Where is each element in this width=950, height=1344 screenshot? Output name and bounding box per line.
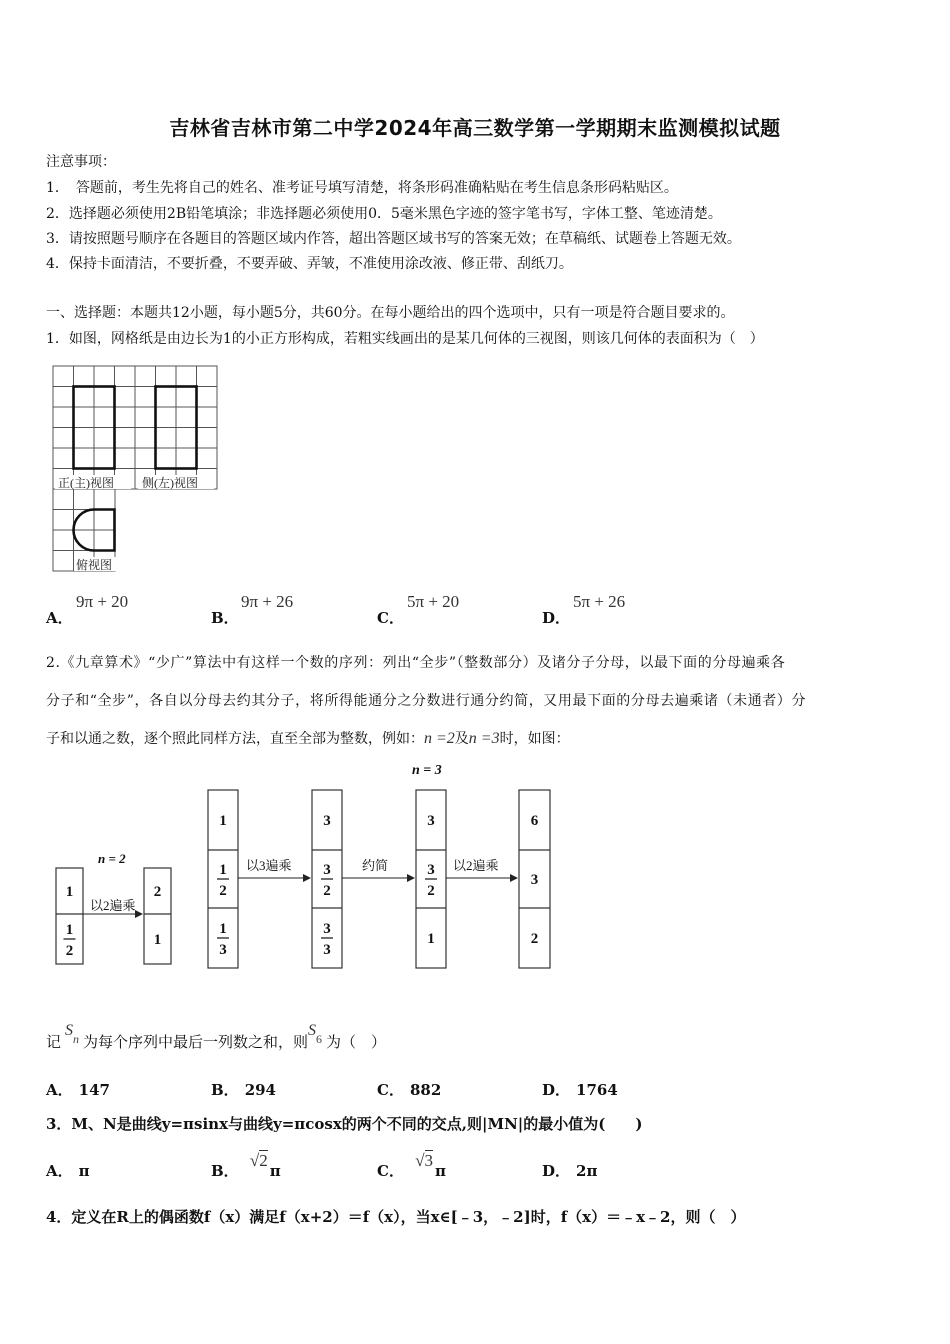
sequence-diagram — [50, 756, 560, 976]
question-4-stem: 4．定义在R上的偶函数f（x）满足f（x+2）＝f（x），当x∈[﹣3，﹣2]时，f（x）＝﹣x﹣2，则（ ） — [46, 1208, 746, 1226]
cell-value: 3 — [530, 872, 539, 888]
q2-option-c: C． 882 — [377, 1081, 442, 1099]
cell-value: 1 — [153, 932, 162, 948]
option-c-value: 5π + 20 — [407, 592, 460, 611]
q2-option-b: B． 294 — [211, 1081, 276, 1099]
notice-heading: 注意事项： — [46, 154, 116, 170]
q2-option-a: A． 147 — [46, 1081, 110, 1099]
q2-option-d: D． 1764 — [542, 1081, 618, 1099]
cell-denominator: 2 — [323, 883, 331, 899]
notice-item: 4．保持卡面清洁，不要折叠，不要弄破、弄皱，不准使用涂改液、修正带、刮纸刀。 — [46, 256, 573, 272]
option-d-value: 5π + 26 — [573, 592, 626, 611]
cell-denominator: 3 — [323, 942, 331, 958]
section-heading: 一、选择题：本题共12小题，每小题5分，共60分。在每小题给出的四个选项中，只有一项是符合题目要求的。 — [46, 305, 735, 321]
cell-numerator: 1 — [219, 921, 227, 937]
cell-numerator: 3 — [427, 862, 435, 878]
question-2-ask: 记$S^n$ 为每个序列中最后一列数之和，则$S^6$ 为（ ） — [46, 1022, 387, 1051]
cell-denominator: 3 — [219, 942, 227, 958]
notice-item: 3．请按照题号顺序在各题目的答题区域内作答，超出答题区域书写的答案无效；在草稿纸、试题卷上答题无效。 — [46, 231, 741, 247]
cell-value: 1 — [65, 884, 74, 900]
arrow-label-n2: 以2遍乘 — [90, 898, 136, 913]
cell-value: 6 — [530, 813, 539, 829]
page-title: 吉林省吉林市第二中学2024年高三数学第一学期期末监测模拟试题 — [169, 116, 781, 140]
cell-numerator: 3 — [323, 862, 331, 878]
option-d-label: D． — [542, 609, 571, 627]
cell-numerator: 1 — [65, 922, 74, 938]
cell-denominator: 2 — [427, 883, 435, 899]
cell-value: 2 — [530, 931, 539, 947]
q3-option-b: B． √2π — [211, 1151, 281, 1180]
sqrt-icon: √ — [415, 1151, 425, 1170]
cell-numerator: 1 — [219, 862, 227, 878]
question-1-stem: 1．如图，网格纸是由边长为1的小正方形构成，若粗实线画出的是某几何体的三视图，则该几何体的表面积为（ ） — [46, 331, 764, 347]
question-3-stem: 3．M、N是曲线y=πsinx与曲线y=πcosx的两个不同的交点,则|MN|的最小值为( ) — [46, 1115, 643, 1133]
option-c-label: C． — [377, 609, 404, 627]
cell-numerator: 3 — [323, 921, 331, 937]
n2-title: n = 2 — [98, 851, 126, 866]
three-view-figure — [52, 365, 222, 575]
arrow-label-b: 约简 — [362, 858, 389, 873]
question-2-line3: 子和以通之数，逐个照此同样方法，直至全部为整数，例如：n =2及n =3时，如图： — [46, 730, 570, 747]
arrow-label-a: 以3遍乘 — [246, 858, 292, 873]
sqrt-icon: √ — [249, 1151, 260, 1170]
q3-option-c: C． √3π — [377, 1151, 447, 1180]
cell-value: 3 — [427, 813, 435, 829]
top-view-label: 俯视图 — [76, 558, 113, 572]
option-b-value: 9π + 26 — [241, 592, 294, 611]
cell-value: 3 — [323, 813, 331, 829]
q3-option-a: A． π — [46, 1162, 90, 1180]
cell-value: 1 — [219, 813, 227, 829]
option-b-label: B． — [211, 609, 239, 627]
arrow-label-c: 以2遍乘 — [453, 858, 499, 873]
question-2-line2: 分子和“全步”，各自以分母去约其分子，将所得能通分之分数进行通分约简，又用最下面的分母去遍乘诸（未通者）分 — [46, 693, 807, 709]
cell-value: 2 — [153, 884, 162, 900]
notice-item: 2．选择题必须使用2B铅笔填涂；非选择题必须使用0．5毫米黑色字迹的签字笔书写，字体工整、笔迹清楚。 — [46, 206, 722, 222]
q3-option-d: D． 2π — [542, 1162, 598, 1180]
cell-value: 1 — [427, 931, 435, 947]
option-a-value: 9π + 20 — [76, 592, 129, 611]
front-view-label: 正(主)视图 — [58, 476, 114, 490]
side-view-label: 侧(左)视图 — [142, 476, 198, 490]
question-2-line1: 2.《九章算术》“少广”算法中有这样一个数的序列：列出“全步”（整数部分）及诸分子分母，以最下面的分母遍乘各 — [46, 655, 786, 671]
notice-item: 1． 答题前，考生先将自己的姓名、准考证号填写清楚，将条形码准确粘贴在考生信息条形码粘贴区。 — [46, 180, 678, 196]
option-a-label: A． — [46, 609, 73, 627]
cell-denominator: 2 — [65, 943, 74, 959]
n3-title: n = 3 — [412, 763, 442, 778]
cell-denominator: 2 — [219, 883, 227, 899]
